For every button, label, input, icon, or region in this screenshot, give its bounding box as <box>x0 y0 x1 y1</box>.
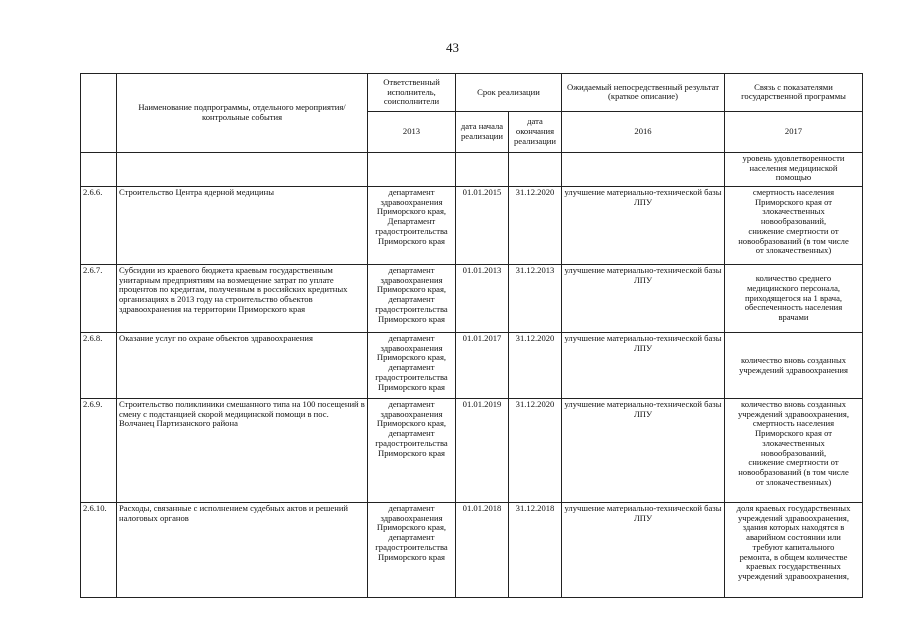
header-row-main <box>81 74 863 112</box>
row-link: количество вновь созданных учреждений здравоохранения <box>725 333 863 399</box>
table-row <box>81 399 863 503</box>
header-start-date: дата начала реализации <box>456 111 509 152</box>
row-responsible: департамент здравоохранения Приморского края, департамент градостроительства Приморского края <box>368 399 456 503</box>
row-end-date: 31.12.2020 <box>509 187 562 265</box>
row-name: Субсидии из краевого бюджета краевым государственным унитарным предприятиям на возмещение затрат по уплате процентов по кредитам, полученным в российских кредитных организациях в 2013 году на строительство объектов здравоохранения на территории Приморского края <box>117 265 368 333</box>
table-row <box>81 333 863 399</box>
header-num <box>81 74 117 153</box>
row-end-date: 31.12.2020 <box>509 399 562 503</box>
row-result: улучшение материально-технической базы ЛПУ <box>562 187 725 265</box>
row-num: 2.6.9. <box>81 399 117 503</box>
row-name: Строительство Центра ядерной медицины <box>117 187 368 265</box>
row-result <box>562 153 725 187</box>
row-responsible: департамент здравоохранения Приморского края, департамент градостроительства Приморского края <box>368 265 456 333</box>
row-result: улучшение материально-технической базы ЛПУ <box>562 503 725 598</box>
row-name: Расходы, связанные с исполнением судебных актов и решений налоговых органов <box>117 503 368 598</box>
row-num: 2.6.10. <box>81 503 117 598</box>
page-number: 43 <box>446 40 459 55</box>
row-end-date <box>509 153 562 187</box>
measures-table <box>80 73 863 598</box>
row-result: улучшение материально-технической базы ЛПУ <box>562 333 725 399</box>
row-name: Оказание услуг по охране объектов здравоохранения <box>117 333 368 399</box>
row-end-date: 31.12.2020 <box>509 333 562 399</box>
row-link: количество среднего медицинского персонала, приходящегося на 1 врача, обеспеченность населения врачами <box>725 265 863 333</box>
header-responsible-year: 2013 <box>368 111 456 152</box>
table-row <box>81 153 863 187</box>
row-num: 2.6.6. <box>81 187 117 265</box>
row-num: 2.6.8. <box>81 333 117 399</box>
header-result: Ожидаемый непосредственный результат (краткое описание) <box>562 74 725 112</box>
row-start-date: 01.01.2017 <box>456 333 509 399</box>
row-start-date: 01.01.2013 <box>456 265 509 333</box>
header-name: Наименование подпрограммы, отдельного мероприятия/контрольные события <box>117 74 368 153</box>
row-responsible: департамент здравоохранения Приморского края, Департамент градостроительства Приморского края <box>368 187 456 265</box>
row-start-date: 01.01.2018 <box>456 503 509 598</box>
row-responsible <box>368 153 456 187</box>
header-result-year: 2016 <box>562 111 725 152</box>
header-period: Срок реализации <box>456 74 562 112</box>
row-end-date: 31.12.2013 <box>509 265 562 333</box>
row-num <box>81 153 117 187</box>
row-link: доля краевых государственных учреждений здравоохранения, здания которых находятся в аварийном состоянии или требуют капитального ремонта, в общем количестве краевых государственных учреждений здравоохранения, <box>725 503 863 598</box>
row-link: смертность населения Приморского края от злокачественных новообразований, снижение смертности от новообразований (в том числе от злокачественных) <box>725 187 863 265</box>
row-link: уровень удовлетворенности населения медицинской помощью <box>725 153 863 187</box>
row-name <box>117 153 368 187</box>
row-name: Строительство поликлиники смешанного типа на 100 посещений в смену с подстанцией скорой медицинской помощи в пос. Волчанец Партизанского района <box>117 399 368 503</box>
row-link: количество вновь созданных учреждений здравоохранения, смертность населения Приморского края от злокачественных новообразований, снижение смертности от новообразований (в том числе от злокачественных) <box>725 399 863 503</box>
header-end-date: дата окончания реализации <box>509 111 562 152</box>
row-result: улучшение материально-технической базы ЛПУ <box>562 399 725 503</box>
table-row <box>81 187 863 265</box>
row-start-date: 01.01.2019 <box>456 399 509 503</box>
row-num: 2.6.7. <box>81 265 117 333</box>
header-responsible: Ответственный исполнитель, соисполнители <box>368 74 456 112</box>
row-start-date <box>456 153 509 187</box>
table-row <box>81 503 863 598</box>
header-link-year: 2017 <box>725 111 863 152</box>
row-start-date: 01.01.2015 <box>456 187 509 265</box>
row-responsible: департамент здравоохранения Приморского края, департамент градостроительства Приморского края <box>368 333 456 399</box>
row-result: улучшение материально-технической базы ЛПУ <box>562 265 725 333</box>
row-end-date: 31.12.2018 <box>509 503 562 598</box>
table-row <box>81 265 863 333</box>
row-responsible: департамент здравоохранения Приморского края, департамент градостроительства Приморского края <box>368 503 456 598</box>
header-link: Связь с показателями государственной программы <box>725 74 863 112</box>
